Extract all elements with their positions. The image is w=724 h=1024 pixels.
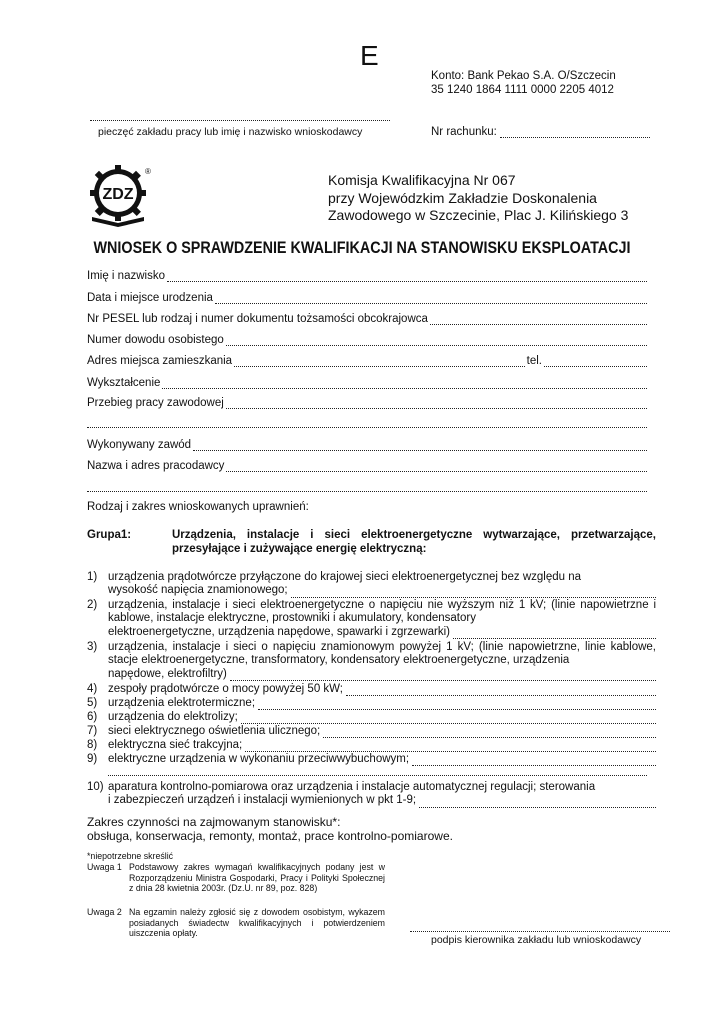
- field-address-label: Adres miejsca zamieszkania: [87, 355, 233, 367]
- field-occupation-label: Wykonywany zawód: [87, 439, 192, 451]
- field-address: [87, 355, 647, 367]
- list-item: [87, 711, 656, 724]
- item-number: 3): [87, 641, 98, 653]
- item-text-end: wysokość napięcia znamionowego;: [108, 584, 288, 597]
- item-fill-line[interactable]: [258, 701, 656, 710]
- item-fill-line[interactable]: [412, 757, 656, 766]
- field-id-number: [87, 334, 647, 346]
- list-item: [87, 781, 656, 808]
- account-number-field: [431, 126, 650, 138]
- list-item: [87, 725, 656, 738]
- item-text: urządzenia, instalacje i sieci o napięciu znamionowym powyżej 1 kV; (linie napowietrzne, linie kablowe, stacje elektroenergetyczne, transformatory, kondensatory elektroenergetyczne, urządzenia: [108, 641, 656, 667]
- item-number: 2): [87, 599, 98, 611]
- field-name: [87, 270, 647, 282]
- field-employer-input[interactable]: [226, 462, 647, 472]
- item-number: 6): [87, 711, 98, 723]
- field-employer-label: Nazwa i adres pracodawcy: [87, 460, 225, 472]
- group-description: Urządzenia, instalacje i sieci elektroenergetyczne wytwarzające, przetwarzające, przesyłające i zużywające energię elektryczną:: [172, 529, 656, 555]
- item-number: 7): [87, 725, 98, 737]
- item-fill-line[interactable]: [241, 715, 656, 724]
- field-birth-label: Data i miejsce urodzenia: [87, 292, 213, 304]
- item-text-end: elektryczna sieć trakcyjna;: [108, 739, 243, 751]
- field-name-label: Imię i nazwisko: [87, 270, 165, 282]
- field-education-label: Wykształcenie: [87, 377, 161, 389]
- item-number: 10): [87, 781, 104, 793]
- item-text: urządzenia prądotwórcze przyłączone do krajowej sieci elektroenergetycznej bez względu na: [108, 571, 582, 583]
- bank-account-number: 35 1240 1864 1111 0000 2205 4012: [431, 84, 614, 96]
- item-fill-line[interactable]: [346, 687, 656, 696]
- item-text: aparatura kontrolno-pomiarowa oraz urządzenia i instalacje automatycznej regulacji; sterowania: [108, 781, 596, 793]
- field-birth: [87, 292, 647, 304]
- zdz-logo: [88, 165, 154, 227]
- note-2-text: Na egzamin należy zgłosić się z dowodem osobistym, wykazem posiadanych świadectw kwalifikacyjnych i potwierdzeniem uiszczenia opłaty.: [129, 907, 385, 939]
- item-number: 1): [87, 571, 98, 583]
- item-fill-line[interactable]: [323, 729, 656, 738]
- field-work-history-extra-line[interactable]: [87, 427, 647, 428]
- item-fill-line[interactable]: [291, 589, 656, 598]
- signature-fill-line[interactable]: [410, 931, 670, 932]
- list-item: [87, 641, 656, 681]
- registered-mark: ®: [145, 167, 151, 176]
- item-text-end: urządzenia do elektrolizy;: [108, 711, 238, 723]
- item-text-end: elektroenergetyczne, urządzenia napędowe, spawarki i zgrzewarki): [108, 625, 450, 638]
- field-pesel-input[interactable]: [430, 315, 647, 325]
- item-extra-line[interactable]: [108, 775, 647, 776]
- list-item: [87, 697, 656, 710]
- list-item: [87, 571, 656, 598]
- note-2-label: Uwaga 2: [87, 907, 122, 917]
- field-occupation: [87, 439, 647, 451]
- note-1-label: Uwaga 1: [87, 862, 122, 872]
- field-work-history-input[interactable]: [226, 399, 647, 409]
- item-fill-line[interactable]: [230, 672, 656, 681]
- commission-line-2: przy Wojewódzkim Zakładzie Doskonalenia: [328, 190, 597, 206]
- field-education: [87, 377, 647, 389]
- field-id-number-label: Numer dowodu osobistego: [87, 334, 224, 346]
- item-text-end: i zabezpieczeń urządzeń i instalacji wymienionych w pkt 1-9;: [108, 794, 417, 807]
- commission-line-1: Komisja Kwalifikacyjna Nr 067: [328, 172, 516, 188]
- field-address-input[interactable]: [234, 357, 525, 367]
- list-item: [87, 753, 656, 766]
- duties-label: Zakres czynności na zajmowanym stanowisku*:: [87, 815, 341, 829]
- field-tel-label: tel.: [526, 355, 542, 367]
- page-title: WNIOSEK O SPRAWDZENIE KWALIFIKACJI NA STANOWISKU EKSPLOATACJI: [93, 239, 631, 257]
- account-number-label: Nr rachunku:: [431, 126, 497, 138]
- commission-line-3: Zawodowego w Szczecinie, Plac J. Kilińskiego 3: [328, 207, 629, 223]
- group-label: Grupa1:: [87, 529, 132, 541]
- field-name-input[interactable]: [167, 272, 647, 282]
- field-employer: [87, 460, 647, 472]
- item-text-end: sieci elektrycznego oświetlenia ulicznego;: [108, 725, 321, 737]
- item-fill-line[interactable]: [453, 630, 656, 639]
- account-number-input[interactable]: [500, 128, 650, 138]
- item-text-end: elektryczne urządzenia w wykonaniu przeciwwybuchowym;: [108, 753, 410, 765]
- field-work-history-label: Przebieg pracy zawodowej: [87, 397, 224, 409]
- footnote-asterisk: *niepotrzebne skreślić: [87, 851, 174, 861]
- field-employer-extra-line[interactable]: [87, 491, 647, 492]
- note-1-text: Podstawowy zakres wymagań kwalifikacyjnych podany jest w Rozporządzeniu Ministra Gospodarki, Pracy i Polityki Społecznej z dnia 28 kwietnia 2003r. (Dz.U. nr 89, poz. 828): [129, 862, 385, 894]
- bank-account-line: Konto: Bank Pekao S.A. O/Szczecin: [431, 70, 616, 82]
- item-text-end: napędowe, elektrofiltry): [108, 667, 227, 680]
- item-text-end: urządzenia elektrotermiczne;: [108, 697, 256, 709]
- item-number: 8): [87, 739, 98, 751]
- stamp-caption: pieczęć zakładu pracy lub imię i nazwisko wnioskodawcy: [98, 126, 363, 138]
- field-id-number-input[interactable]: [226, 336, 647, 346]
- field-work-history: [87, 397, 647, 409]
- item-text: urządzenia, instalacje i sieci elektroenergetyczne o napięciu nie wyższym niż 1 kV; (linie napowietrzne i kablowe, instalacje elektryczne, prostowniki i akumulatory, kondensatory: [108, 599, 656, 625]
- item-number: 4): [87, 683, 98, 695]
- item-fill-line[interactable]: [419, 799, 656, 808]
- form-letter: E: [360, 40, 379, 71]
- field-occupation-input[interactable]: [193, 441, 647, 451]
- item-number: 5): [87, 697, 98, 709]
- signature-caption: podpis kierownika zakładu lub wnioskodawcy: [431, 934, 642, 946]
- list-item: [87, 739, 656, 752]
- item-fill-line[interactable]: [245, 743, 656, 752]
- scope-heading: Rodzaj i zakres wnioskowanych uprawnień:: [87, 501, 309, 513]
- stamp-fill-line[interactable]: [90, 120, 390, 121]
- duties-value: obsługa, konserwacja, remonty, montaż, prace kontrolno-pomiarowe.: [87, 829, 453, 843]
- field-tel-input[interactable]: [544, 357, 647, 367]
- field-pesel: [87, 313, 647, 325]
- list-item: [87, 599, 656, 639]
- field-birth-input[interactable]: [215, 294, 647, 304]
- field-education-input[interactable]: [162, 379, 647, 389]
- item-number: 9): [87, 753, 98, 765]
- field-pesel-label: Nr PESEL lub rodzaj i numer dokumentu tożsamości obcokrajowca: [87, 313, 428, 325]
- list-item: [87, 683, 656, 696]
- item-text-end: zespoły prądotwórcze o mocy powyżej 50 kW;: [108, 683, 343, 695]
- logo-text: ZDZ: [102, 186, 134, 203]
